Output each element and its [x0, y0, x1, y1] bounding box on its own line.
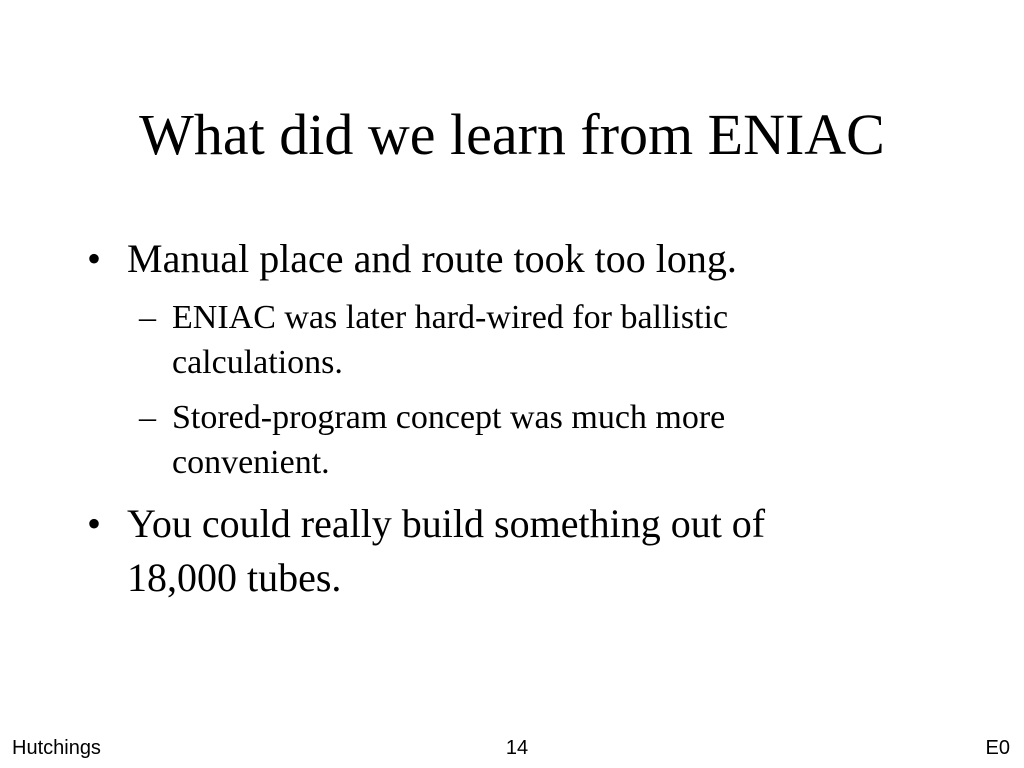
footer-author: Hutchings — [12, 737, 101, 759]
sub-bullet-item — [127, 395, 832, 485]
sub-bullet-mark: – — [139, 399, 156, 436]
slide-title: What did we learn from ENIAC — [139, 102, 885, 167]
bullet-mark: • — [87, 236, 102, 281]
bullet-list — [82, 232, 882, 605]
bullet-mark: • — [87, 501, 102, 546]
bullet-item — [82, 232, 882, 485]
bullet-item — [82, 497, 882, 605]
footer-page-number: 14 — [505, 737, 529, 759]
footer-course: E0 — [985, 737, 1010, 759]
sub-bullet-text: Stored-program concept was much more convenient. — [172, 399, 726, 481]
bullet-text: You could really build something out of 18,000 tubes. — [127, 501, 766, 600]
sub-bullet-mark: – — [139, 299, 156, 336]
bullet-text: Manual place and route took too long. — [127, 236, 737, 281]
sub-bullet-text: ENIAC was later hard-wired for ballistic calculations. — [172, 299, 729, 381]
sub-bullet-list — [127, 295, 882, 485]
sub-bullet-item — [127, 295, 832, 385]
